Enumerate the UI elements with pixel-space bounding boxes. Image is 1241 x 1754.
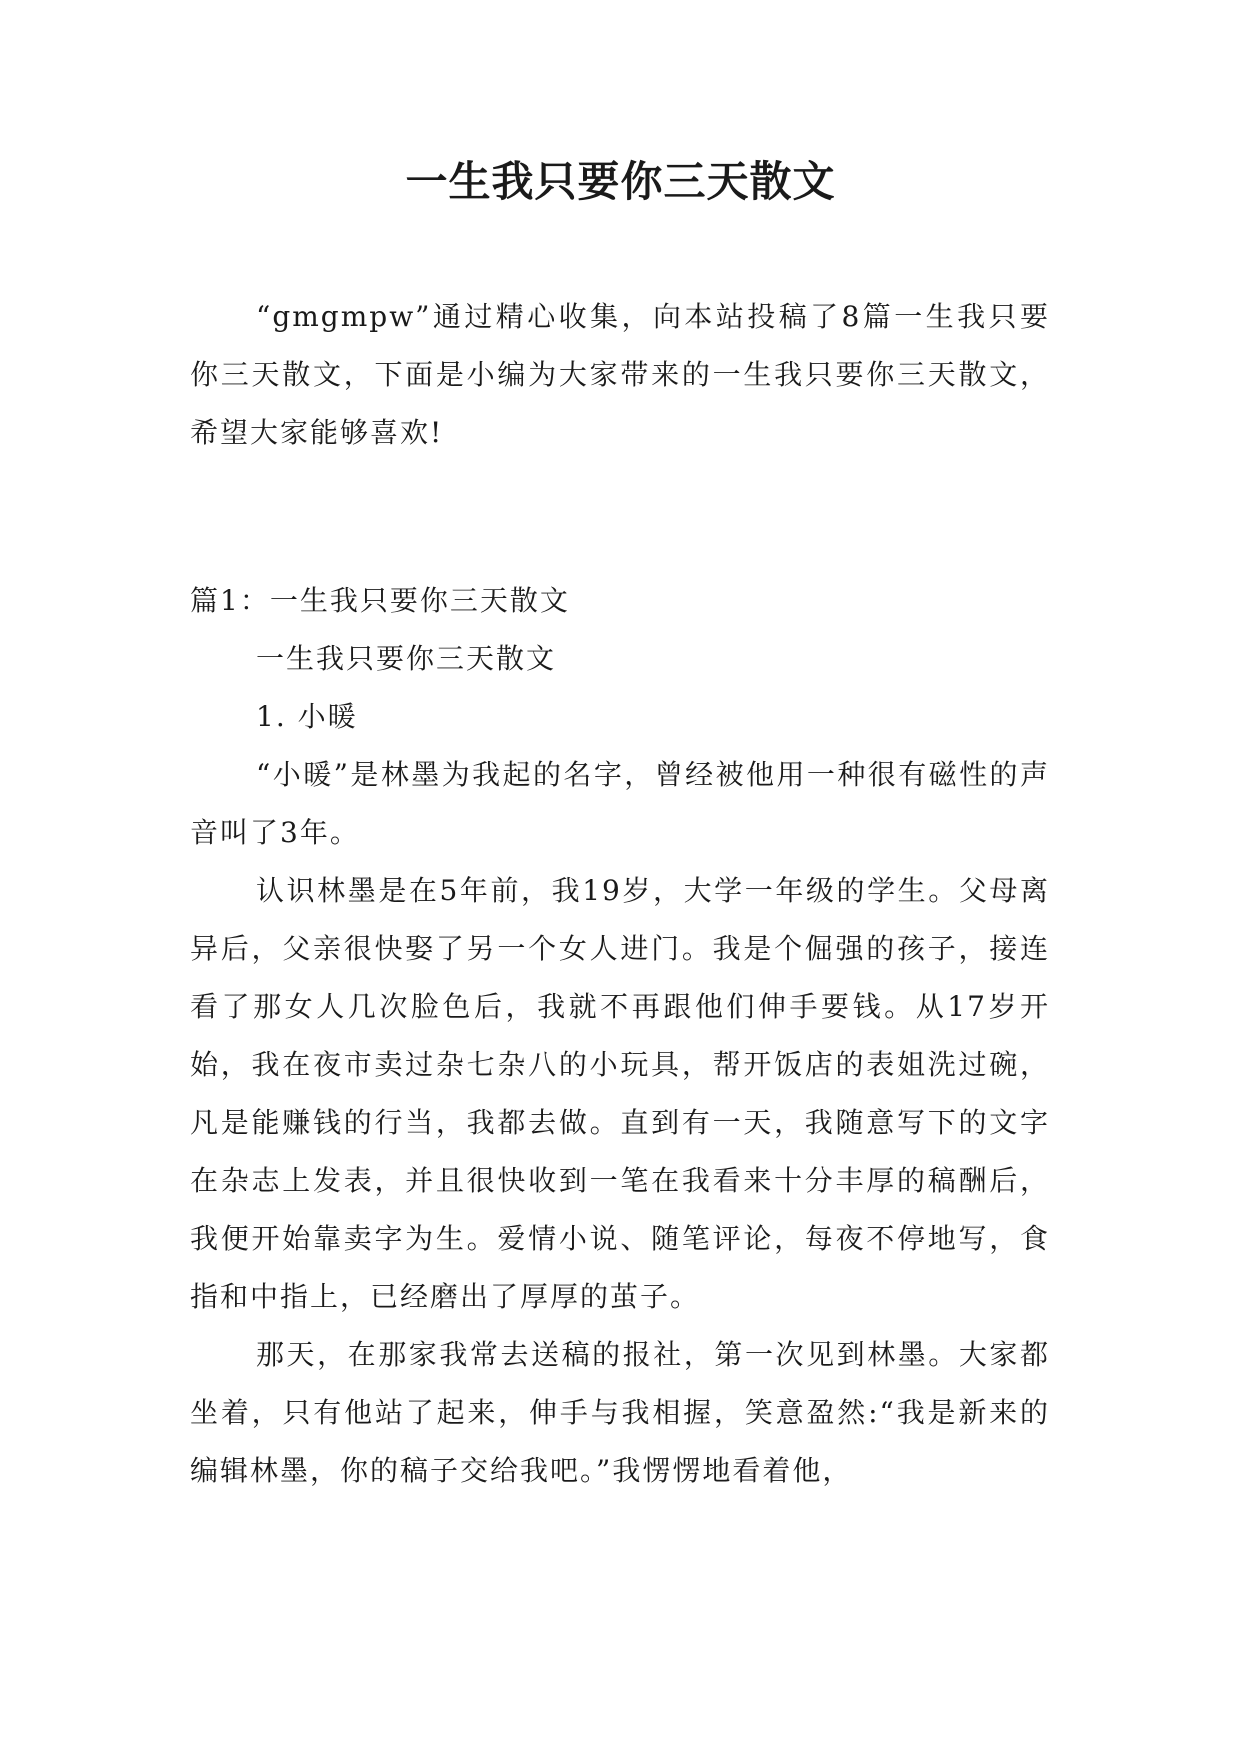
section-subtitle: 一生我只要你三天散文 [256, 642, 557, 675]
intro-paragraph: “gmgmpw”通过精心收集，向本站投稿了8篇一生我只要你三天散文，下面是小编为大家带来的一生我只要你三天散文，希望大家能够喜欢! [190, 300, 1050, 449]
body-paragraph: 那天，在那家我常去送稿的报社，第一次见到林墨。大家都坐着，只有他站了起来，伸手与我相握，笑意盈然:“我是新来的编辑林墨，你的稿子交给我吧。”我愣愣地看着他， [190, 1338, 1050, 1487]
content-block [190, 572, 1050, 1500]
document-title: 一生我只要你三天散文 [405, 157, 836, 206]
body-paragraph: 认识林墨是在5年前，我19岁，大学一年级的学生。父母离异后，父亲很快娶了另一个女人进门。我是个倔强的孩子，接连看了那女人几次脸色后，我就不再跟他们伸手要钱。从17岁开始，我在夜市卖过杂七杂八的小玩具，帮开饭店的表姐洗过碗，凡是能赚钱的行当，我都去做。直到有一天，我随意写下的文字在杂志上发表，并且很快收到一笔在我看来十分丰厚的稿酬后，我便开始靠卖字为生。爱情小说、随笔评论，每夜不停地写，食指和中指上，已经磨出了厚厚的茧子。 [190, 874, 1050, 1313]
intro-block [190, 288, 1050, 462]
body-paragraph: “小暖”是林墨为我起的名字，曾经被他用一种很有磁性的声音叫了3年。 [190, 758, 1050, 849]
section-heading: 篇1：一生我只要你三天散文 [190, 584, 570, 617]
chapter-heading: 1. 小暖 [256, 700, 358, 733]
